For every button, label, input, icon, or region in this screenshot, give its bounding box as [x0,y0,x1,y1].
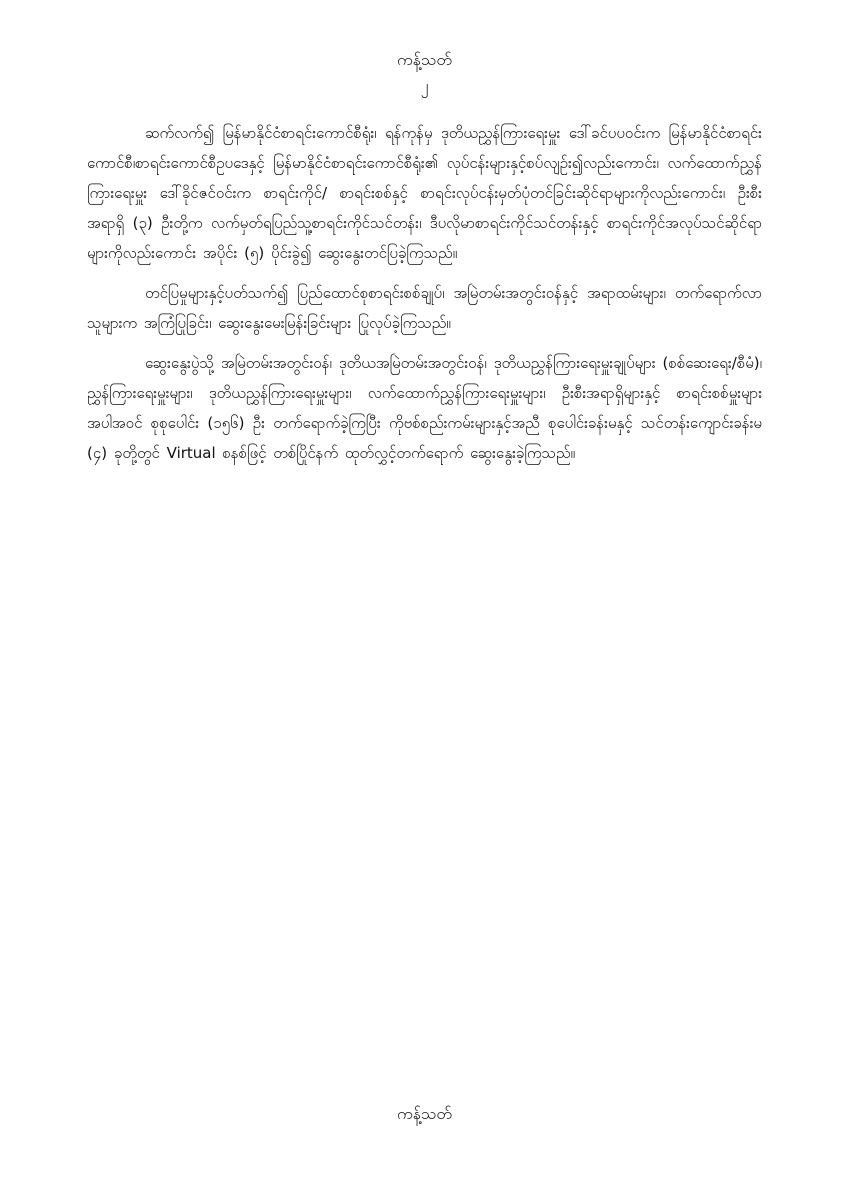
paragraph-attendees: ဆွေးနွေးပွဲသို့ အမြဲတမ်းအတွင်းဝန်၊ ဒုတိယအမြဲတမ်းအတွင်းဝန်၊ ဒုတိယညွှန်ကြားရေးမှူးချုပ်များ (စစ်ဆေးရေး/စီမံ)၊ ညွှန်ကြားရေးမှူးများ၊ ဒုတိယညွှန်ကြားရေးမှူးများ၊ လက်ထောက်ညွှန်ကြားရေးမှူးများ၊ ဦးစီးအရာရှိများနှင့် စာရင်းစစ်မှူးများအပါအဝင် စုစုပေါင်း (၁၅၆) ဦး တက်ရောက်ခဲ့ကြပြီး ကိုဗစ်စည်းကမ်းများနှင့်အညီ စုပေါင်းခန်းမနှင့် သင်တန်းကျောင်းခန်းမ (၄) ခုတို့တွင် Virtual စနစ်ဖြင့် တစ်ပြိုင်နက် ထုတ်လွှင့်တက်ရောက် ဆွေးနွေးခဲ့ကြသည်။ [87,354,762,462]
footer-classification-label: ကန့်သတ် [397,1104,452,1123]
page-number: ၂ [420,76,429,95]
document-body [87,118,762,478]
paragraph-presentation-summary: ဆက်လက်၍ မြန်မာနိုင်ငံစာရင်းကောင်စီရုံး၊ ရန်ကုန်မှ ဒုတိယညွှန်ကြားရေးမှူး ဒေါ်ခင်ပပဝင်းက မြန်မာနိုင်ငံစာရင်းကောင်စီ၊စာရင်းကောင်စီဥပဒေနှင့် မြန်မာနိုင်ငံစာရင်းကောင်စီရုံး၏ လုပ်ငန်းများနှင့်စပ်လျဉ်း၍လည်းကောင်း၊ လက်ထောက်ညွှန်ကြားရေးမှူး ဒေါ်ခိုင်ဇင်ဝင်းက စာရင်းကိုင်/ စာရင်းစစ်နှင့် စာရင်းလုပ်ငန်းမှတ်ပုံတင်ခြင်းဆိုင်ရာများကိုလည်းကောင်း၊ ဦးစီးအရာရှိ (၃) ဦးတို့က လက်မှတ်ရပြည်သူ့စာရင်းကိုင်သင်တန်း၊ ဒီပလိုမာစာရင်းကိုင်သင်တန်းနှင့် စာရင်းကိုင်အလုပ်သင်ဆိုင်ရာများကိုလည်းကောင်း အပိုင်း (၅) ပိုင်းခွဲ၍ ဆွေးနွေးတင်ပြခဲ့ကြသည်။ [87,124,762,262]
paragraph-discussion: တင်ပြမှုများနှင့်ပတ်သက်၍ ပြည်ထောင်စုစာရင်းစစ်ချုပ်၊ အမြဲတမ်းအတွင်းဝန်နှင့် အရာထမ်းများ၊ တက်ရောက်လာသူများက အကြံပြုခြင်း၊ ဆွေးနွေးမေးမြန်းခြင်းများ ပြုလုပ်ခဲ့ကြသည်။ [87,284,762,332]
header-classification-label: ကန့်သတ် [397,50,452,69]
